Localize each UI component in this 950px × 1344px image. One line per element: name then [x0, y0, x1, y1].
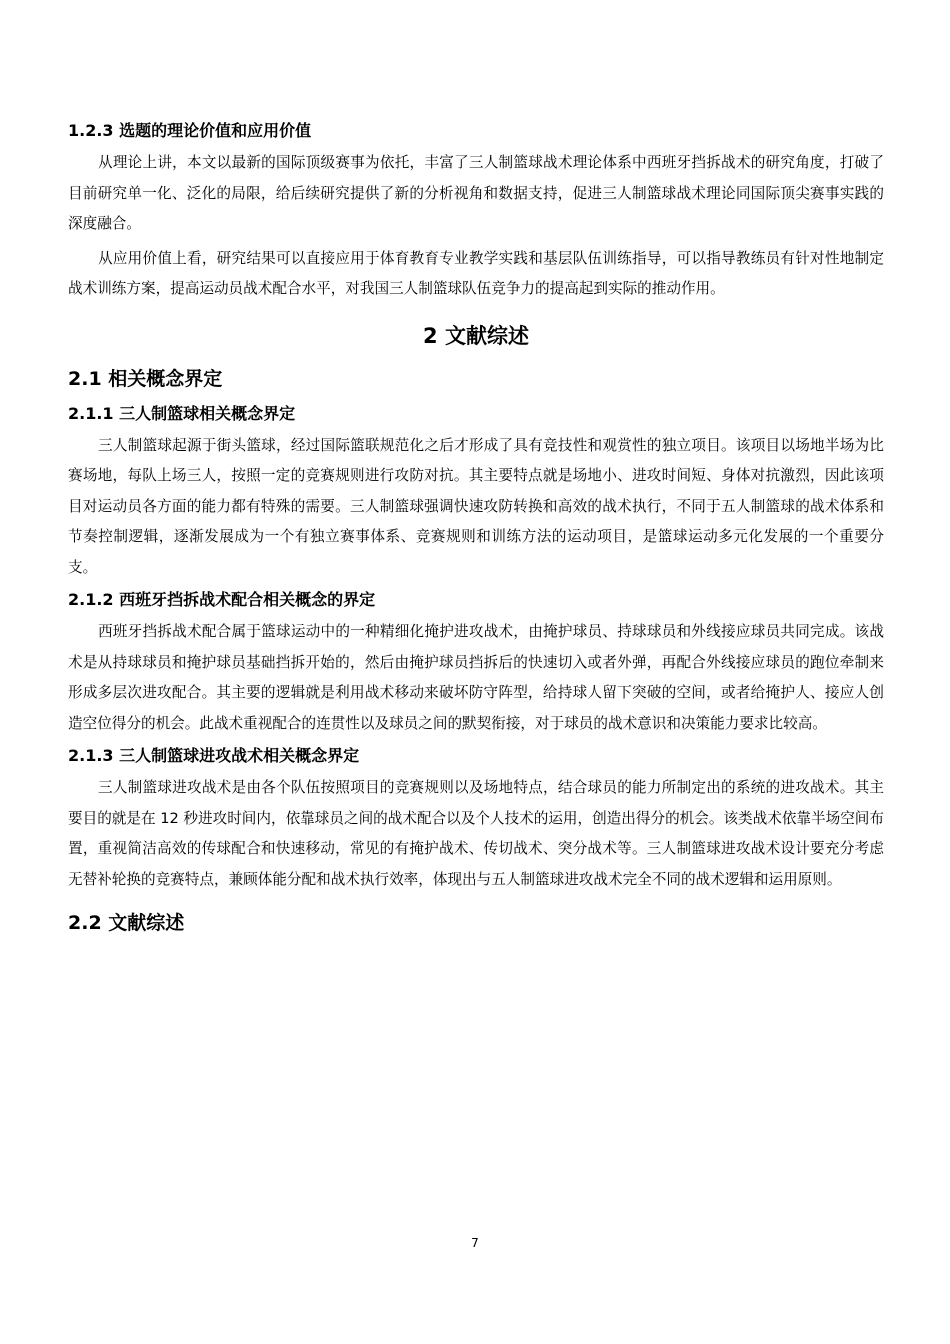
paragraph-spain-pick-concept: 西班牙挡拆战术配合属于篮球运动中的一种精细化掩护进攻战术，由掩护球员、持球球员和外线接应球员共同完成。该战术是从持球球员和掩护球员基础挡拆开始的，然后由掩护球员挡拆后的快速切入或者外弹，再配合外线接应球员的跑位牵制来形成多层次进攻配合。其主要的逻辑就是利用战术移动来破坏防守阵型，给持球人留下突破的空间，或者给掩护人、接应人创造空位得分的机会。此战术重视配合的连贯性以及球员之间的默契衔接，对于球员的战术意识和决策能力要求比较高。	[68, 623, 884, 732]
heading-2-1-1: 2.1.1 三人制篮球相关概念界定	[68, 403, 296, 423]
heading-2-1: 2.1 相关概念界定	[68, 367, 223, 390]
heading-2-1-2: 2.1.2 西班牙挡拆战术配合相关概念的界定	[68, 590, 376, 609]
heading-2-2: 2.2 文献综述	[68, 912, 185, 934]
chapter-title: 2 文献综述	[423, 323, 529, 348]
page-body	[68, 118, 884, 945]
heading-2-1-3: 2.1.3 三人制篮球进攻战术相关概念界定	[68, 746, 360, 765]
paragraph-offense-concept: 三人制篮球进攻战术是由各个队伍按照项目的竞赛规则以及场地特点，结合球员的能力所制定出的系统的进攻战术。其主要目的就是在 12 秒进攻时间内，依靠球员之间的战术配合以及个人技术的运用，创造出得分的机会。该类战术依靠半场空间布置，重视简洁高效的传球配合和快速移动，常见的有掩护战术、传切战术、突分战术等。三人制篮球进攻战术设计要充分考虑无替补轮换的竞赛特点，兼顾体能分配和战术执行效率，体现出与五人制篮球进攻战术完全不同的战术逻辑和运用原则。	[68, 779, 884, 888]
page-number: 7	[471, 1236, 479, 1250]
paragraph-theoretical-value: 从理论上讲，本文以最新的国际顶级赛事为依托，丰富了三人制篮球战术理论体系中西班牙挡拆战术的研究角度，打破了目前研究单一化、泛化的局限，给后续研究提供了新的分析视角和数据支持，促进三人制篮球战术理论同国际顶尖赛事实践的深度融合。	[68, 154, 884, 232]
heading-1-2-3: 1.2.3 选题的理论价值和应用价值	[68, 121, 312, 140]
paragraph-application-value: 从应用价值上看，研究结果可以直接应用于体育教育专业教学实践和基层队伍训练指导，可以指导教练员有针对性地制定战术训练方案，提高运动员战术配合水平，对我国三人制篮球队伍竞争力的提高起到实际的推动作用。	[68, 249, 884, 297]
paragraph-3x3-concept: 三人制篮球起源于街头篮球，经过国际篮联规范化之后才形成了具有竞技性和观赏性的独立项目。该项目以场地半场为比赛场地，每队上场三人，按照一定的竞赛规则进行攻防对抗。其主要特点就是场地小、进攻时间短、身体对抗激烈，因此该项目对运动员各方面的能力都有特殊的需要。三人制篮球强调快速攻防转换和高效的战术执行，不同于五人制篮球的战术体系和节奏控制逻辑，逐渐发展成为一个有独立赛事体系、竞赛规则和训练方法的运动项目，是篮球运动多元化发展的一个重要分支。	[68, 436, 884, 576]
